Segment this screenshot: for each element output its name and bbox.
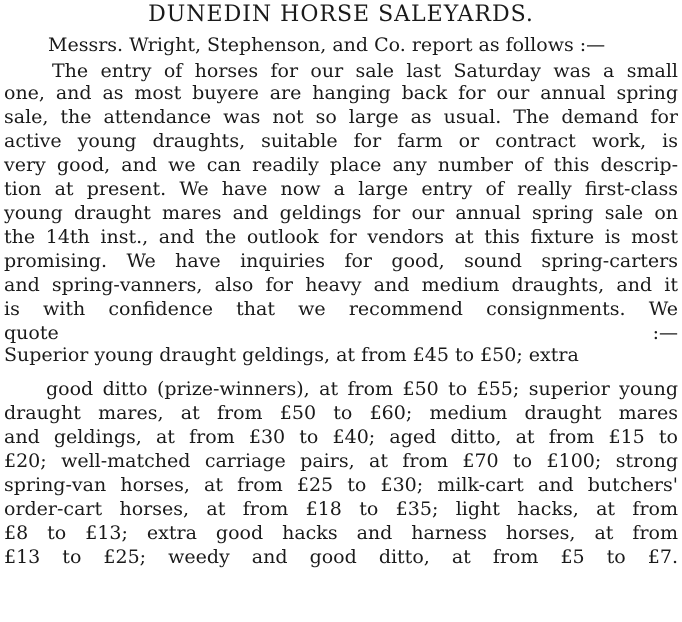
article-line: Superior young draught geldings, at from £45 to £50; extra (4, 344, 579, 366)
price-line: and geldings, at from £30 to £40; aged ditto, at from £15 to (4, 426, 678, 448)
article-line: active young draughts, suitable for farm or contract work, is (4, 130, 678, 152)
article-line: sale, the attendance was not so large as usual. The demand for (4, 106, 678, 128)
price-line: £8 to £13; extra good hacks and harness horses, at from (4, 522, 678, 544)
price-line: good ditto (prize-winners), at from £50 to £55; superior young (46, 378, 678, 400)
article-line: The entry of horses for our sale last Saturday was a small (52, 60, 678, 82)
article-line: Messrs. Wright, Stephenson, and Co. report as follows :— (48, 34, 606, 56)
price-line: spring-van horses, at from £25 to £30; milk-cart and butchers' (4, 474, 678, 496)
price-line: order-cart horses, at from £18 to £35; light hacks, at from (4, 498, 678, 520)
article-line: the 14th inst., and the outlook for vendors at this fixture is most (4, 226, 678, 248)
article-line: one, and as most buyere are hanging back for our annual spring (4, 82, 678, 104)
article-line: and spring-vanners, also for heavy and medium draughts, and it (4, 274, 678, 296)
article-line: quote :— (4, 322, 678, 344)
article-line: tion at present. We have now a large entry of really first-class (4, 178, 678, 200)
article-line: promising. We have inquiries for good, sound spring-carters (4, 250, 678, 272)
price-line: £20; well-matched carriage pairs, at from £70 to £100; strong (4, 450, 678, 472)
price-line: £13 to £25; weedy and good ditto, at from £5 to £7. (4, 546, 678, 568)
article-title: DUNEDIN HORSE SALEYARDS. (148, 2, 534, 27)
article-line: very good, and we can readily place any number of this descrip- (4, 154, 678, 176)
price-line: draught mares, at from £50 to £60; medium draught mares (4, 402, 678, 424)
article-line: is with confidence that we recommend consignments. We (4, 298, 678, 320)
article-line: young draught mares and geldings for our annual spring sale on (4, 202, 678, 224)
